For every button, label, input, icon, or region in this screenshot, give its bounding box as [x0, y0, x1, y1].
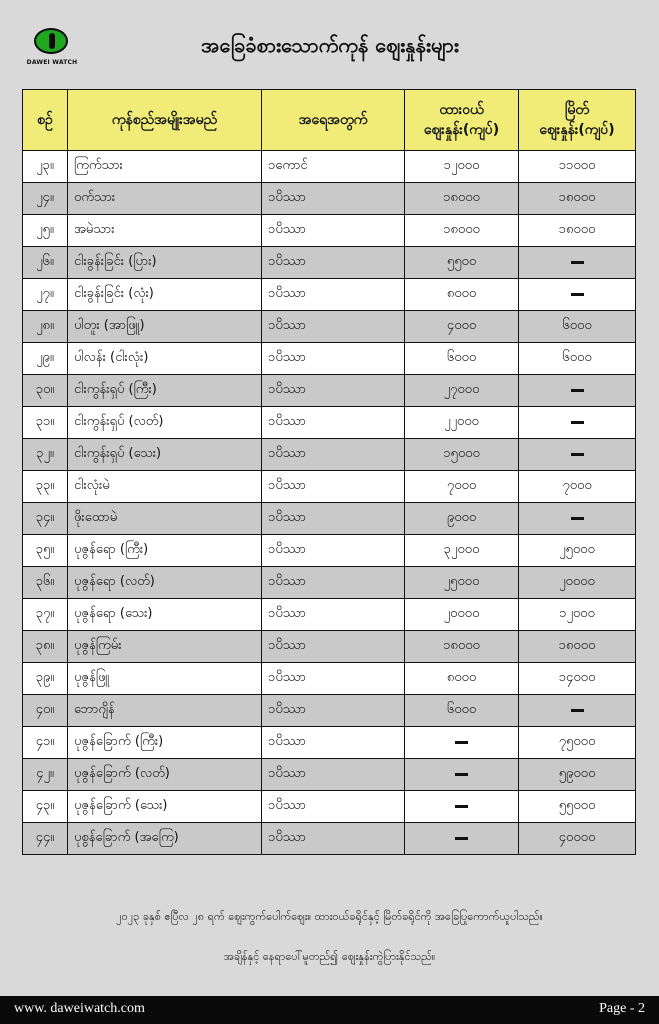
no-price-dash [571, 453, 584, 456]
table-row [23, 695, 636, 727]
table-row [23, 311, 636, 343]
item-unit: ၁ပိဿာ [262, 471, 405, 503]
item-name: ငါးကွန်းရှပ် (ကြီး) [68, 375, 262, 407]
myeik-price: ၁၂၀၀၀ [519, 599, 636, 631]
row-number: ၃၂။ [23, 439, 68, 471]
item-name: ပုဇွန်ကြမ်း [68, 631, 262, 663]
table-row [23, 343, 636, 375]
website-link[interactable]: www. daweiwatch.com [14, 1001, 145, 1016]
no-price-dash [455, 773, 468, 776]
table-row [23, 503, 636, 535]
no-price-dash [571, 421, 584, 424]
myeik-price [519, 247, 636, 279]
header-no: စဉ် [23, 90, 68, 151]
dawei-price [405, 823, 519, 855]
item-unit: ၁ပိဿာ [262, 407, 405, 439]
item-name: ပုဇွန်ဖြူ [68, 663, 262, 695]
row-number: ၄၀။ [23, 695, 68, 727]
myeik-price: ၇၅၀၀၀ [519, 727, 636, 759]
item-unit: ၁ပိဿာ [262, 567, 405, 599]
myeik-price: ၂၀၀၀၀ [519, 567, 636, 599]
dawei-price: ၉၀၀၀ [405, 503, 519, 535]
item-unit: ၁ပိဿာ [262, 311, 405, 343]
row-number: ၃၉။ [23, 663, 68, 695]
myeik-price [519, 695, 636, 727]
price-table [22, 89, 636, 855]
myeik-price: ၁၁၀၀၀ [519, 151, 636, 183]
myeik-price: ၁၈၀၀၀ [519, 631, 636, 663]
table-row [23, 215, 636, 247]
no-price-dash [455, 837, 468, 840]
dawei-price: ၁၈၀၀၀ [405, 631, 519, 663]
myeik-price: ၄၀၀၀၀ [519, 823, 636, 855]
item-unit: ၁ပိဿာ [262, 215, 405, 247]
row-number: ၂၈။ [23, 311, 68, 343]
row-number: ၃၁။ [23, 407, 68, 439]
dawei-price [405, 791, 519, 823]
no-price-dash [455, 805, 468, 808]
row-number: ၂၅။ [23, 215, 68, 247]
table-row [23, 631, 636, 663]
dawei-price: ၂၂၀၀၀ [405, 407, 519, 439]
table-body [23, 151, 636, 855]
no-price-dash [571, 709, 584, 712]
dawei-price: ၂၇၀၀၀ [405, 375, 519, 407]
row-number: ၃၆။ [23, 567, 68, 599]
row-number: ၂၆။ [23, 247, 68, 279]
table-row [23, 151, 636, 183]
header-unit: အရေအတွက် [262, 90, 405, 151]
item-unit: ၁ပိဿာ [262, 343, 405, 375]
item-name: ပုစွန်ခြောက် (အကြေ) [68, 823, 262, 855]
row-number: ၃၅။ [23, 535, 68, 567]
table-row [23, 599, 636, 631]
dawei-price: ၃၂၀၀၀ [405, 535, 519, 567]
item-unit: ၁ပိဿာ [262, 791, 405, 823]
item-name: အမဲသား [68, 215, 262, 247]
table-row [23, 439, 636, 471]
footnote-disclaimer: အချိန်နှင့် နေရာပေါ်မူတည်၍ ဈေးနှုန်းကွဲပြားနိုင်သည်။ [223, 950, 436, 963]
myeik-price: ၁၈၀၀၀ [519, 183, 636, 215]
table-row [23, 471, 636, 503]
item-unit: ၁ပိဿာ [262, 631, 405, 663]
item-unit: ၁ပိဿာ [262, 663, 405, 695]
myeik-price [519, 279, 636, 311]
item-name: ဖိုးထောမဲ [68, 503, 262, 535]
table-row [23, 375, 636, 407]
row-number: ၄၂။ [23, 759, 68, 791]
dawei-price: ၆၀၀၀ [405, 343, 519, 375]
page-title: အခြေခံစားသောက်ကုန် ဈေးနှုန်းများ [201, 33, 459, 57]
dawei-price: ၁၅၀၀၀ [405, 439, 519, 471]
item-unit: ၁ပိဿာ [262, 503, 405, 535]
item-unit: ၁ပိဿာ [262, 247, 405, 279]
item-name: ငါးကွန်းရှပ် (သေး) [68, 439, 262, 471]
item-unit: ၁ပိဿာ [262, 183, 405, 215]
table-row [23, 183, 636, 215]
item-name: ပုဇွန်ခြောက် (ကြီး) [68, 727, 262, 759]
table-row [23, 727, 636, 759]
dawei-price: ၅၅၀၀ [405, 247, 519, 279]
item-name: ပုဇွန်ရော (သေး) [68, 599, 262, 631]
row-number: ၄၃။ [23, 791, 68, 823]
row-number: ၂၉။ [23, 343, 68, 375]
item-unit: ၁ပိဿာ [262, 695, 405, 727]
row-number: ၃၇။ [23, 599, 68, 631]
item-unit: ၁ပိဿာ [262, 823, 405, 855]
myeik-price: ၆၀၀၀ [519, 311, 636, 343]
item-name: ဘောဂျိန် [68, 695, 262, 727]
myeik-price: ၅၉၀၀၀ [519, 759, 636, 791]
dawei-price [405, 759, 519, 791]
item-unit: ၁ပိဿာ [262, 279, 405, 311]
myeik-price [519, 503, 636, 535]
row-number: ၃၃။ [23, 471, 68, 503]
item-name: ငါးခွန်းခြင်း (လုံး) [68, 279, 262, 311]
item-name: ပုဇွန်ခြောက် (သေး) [68, 791, 262, 823]
no-price-dash [571, 261, 584, 264]
header-dawei-label: ထားဝယ် [439, 102, 484, 118]
row-number: ၂၃။ [23, 151, 68, 183]
table-row [23, 247, 636, 279]
myeik-price: ၁၄၀၀၀ [519, 663, 636, 695]
header-item: ကုန်စည်အမျိုးအမည် [68, 90, 262, 151]
item-unit: ၁ပိဿာ [262, 375, 405, 407]
header-myeik-price [519, 90, 636, 151]
row-number: ၃၀။ [23, 375, 68, 407]
item-name: ငါးကွန်းရှပ် (လတ်) [68, 407, 262, 439]
item-name: ငါးခွန်းခြင်း (ပြား) [68, 247, 262, 279]
row-number: ၃၈။ [23, 631, 68, 663]
dawei-price [405, 727, 519, 759]
item-unit: ၁ကောင် [262, 151, 405, 183]
logo-text: DAWEI WATCH [26, 59, 78, 66]
header [0, 0, 659, 86]
row-number: ၃၄။ [23, 503, 68, 535]
item-name: ပါတူး (အာဖြူ) [68, 311, 262, 343]
eye-icon [34, 28, 68, 54]
dawei-price: ၆၀၀၀ [405, 695, 519, 727]
item-unit: ၁ပိဿာ [262, 727, 405, 759]
myeik-price: ၅၅၀၀၀ [519, 791, 636, 823]
no-price-dash [571, 293, 584, 296]
myeik-price: ၆၀၀၀ [519, 343, 636, 375]
dawei-price: ၂၀၀၀၀ [405, 599, 519, 631]
table-row [23, 663, 636, 695]
table-row [23, 279, 636, 311]
item-name: ကြက်သား [68, 151, 262, 183]
no-price-dash [571, 517, 584, 520]
dawei-price: ၁၂၀၀၀ [405, 151, 519, 183]
item-name: ပါလန်း (ငါးလုံး) [68, 343, 262, 375]
item-name: ပုဇွန်ရော (လတ်) [68, 567, 262, 599]
item-unit: ၁ပိဿာ [262, 439, 405, 471]
footnote-date: ၂၀၂၃ ခုနှစ် ဧပြီလ ၂၈ ရက် ဈေးကွက်ပေါက်ဈေး။ ထားဝယ်ခရိုင်နှင့် မြိတ်ခရိုင်ကို အခြေပြုကောက်ယူပါသည်။ [116, 910, 543, 923]
item-name: ဝက်သား [68, 183, 262, 215]
table-row [23, 535, 636, 567]
item-unit: ၁ပိဿာ [262, 759, 405, 791]
header-dawei-unit: ဈေးနှုန်း(ကျပ်) [423, 122, 500, 138]
myeik-price [519, 439, 636, 471]
header-myeik-label: မြိတ် [565, 102, 589, 118]
dawei-price: ၄၀၀၀ [405, 311, 519, 343]
dawei-price: ၂၅၀၀၀ [405, 567, 519, 599]
table-header-row [23, 90, 636, 151]
item-name: ပုဇွန်ရော (ကြီး) [68, 535, 262, 567]
no-price-dash [571, 389, 584, 392]
myeik-price: ၂၅၀၀၀ [519, 535, 636, 567]
dawei-price: ၈၀၀၀ [405, 279, 519, 311]
header-myeik-unit: ဈေးနှုန်း(ကျပ်) [539, 122, 615, 138]
item-name: ငါးလုံးမဲ [68, 471, 262, 503]
table-row [23, 567, 636, 599]
item-name: ပုဇွန်ခြောက် (လတ်) [68, 759, 262, 791]
myeik-price [519, 407, 636, 439]
myeik-price [519, 375, 636, 407]
row-number: ၄၁။ [23, 727, 68, 759]
table-row [23, 407, 636, 439]
row-number: ၂၇။ [23, 279, 68, 311]
dawei-price: ၁၈၀၀၀ [405, 183, 519, 215]
header-dawei-price [405, 90, 519, 151]
dawei-price: ၇၀၀၀ [405, 471, 519, 503]
dawei-price: ၁၈၀၀၀ [405, 215, 519, 247]
myeik-price: ၁၈၀၀၀ [519, 215, 636, 247]
table-row [23, 759, 636, 791]
row-number: ၂၄။ [23, 183, 68, 215]
table-row [23, 791, 636, 823]
table-row [23, 823, 636, 855]
page-number: Page - 2 [599, 1001, 645, 1016]
footer-bar [0, 996, 659, 1024]
item-unit: ၁ပိဿာ [262, 599, 405, 631]
myeik-price: ၇၀၀၀ [519, 471, 636, 503]
dawei-watch-logo [26, 28, 78, 74]
dawei-price: ၈၀၀၀ [405, 663, 519, 695]
item-unit: ၁ပိဿာ [262, 535, 405, 567]
row-number: ၄၄။ [23, 823, 68, 855]
no-price-dash [455, 741, 468, 744]
